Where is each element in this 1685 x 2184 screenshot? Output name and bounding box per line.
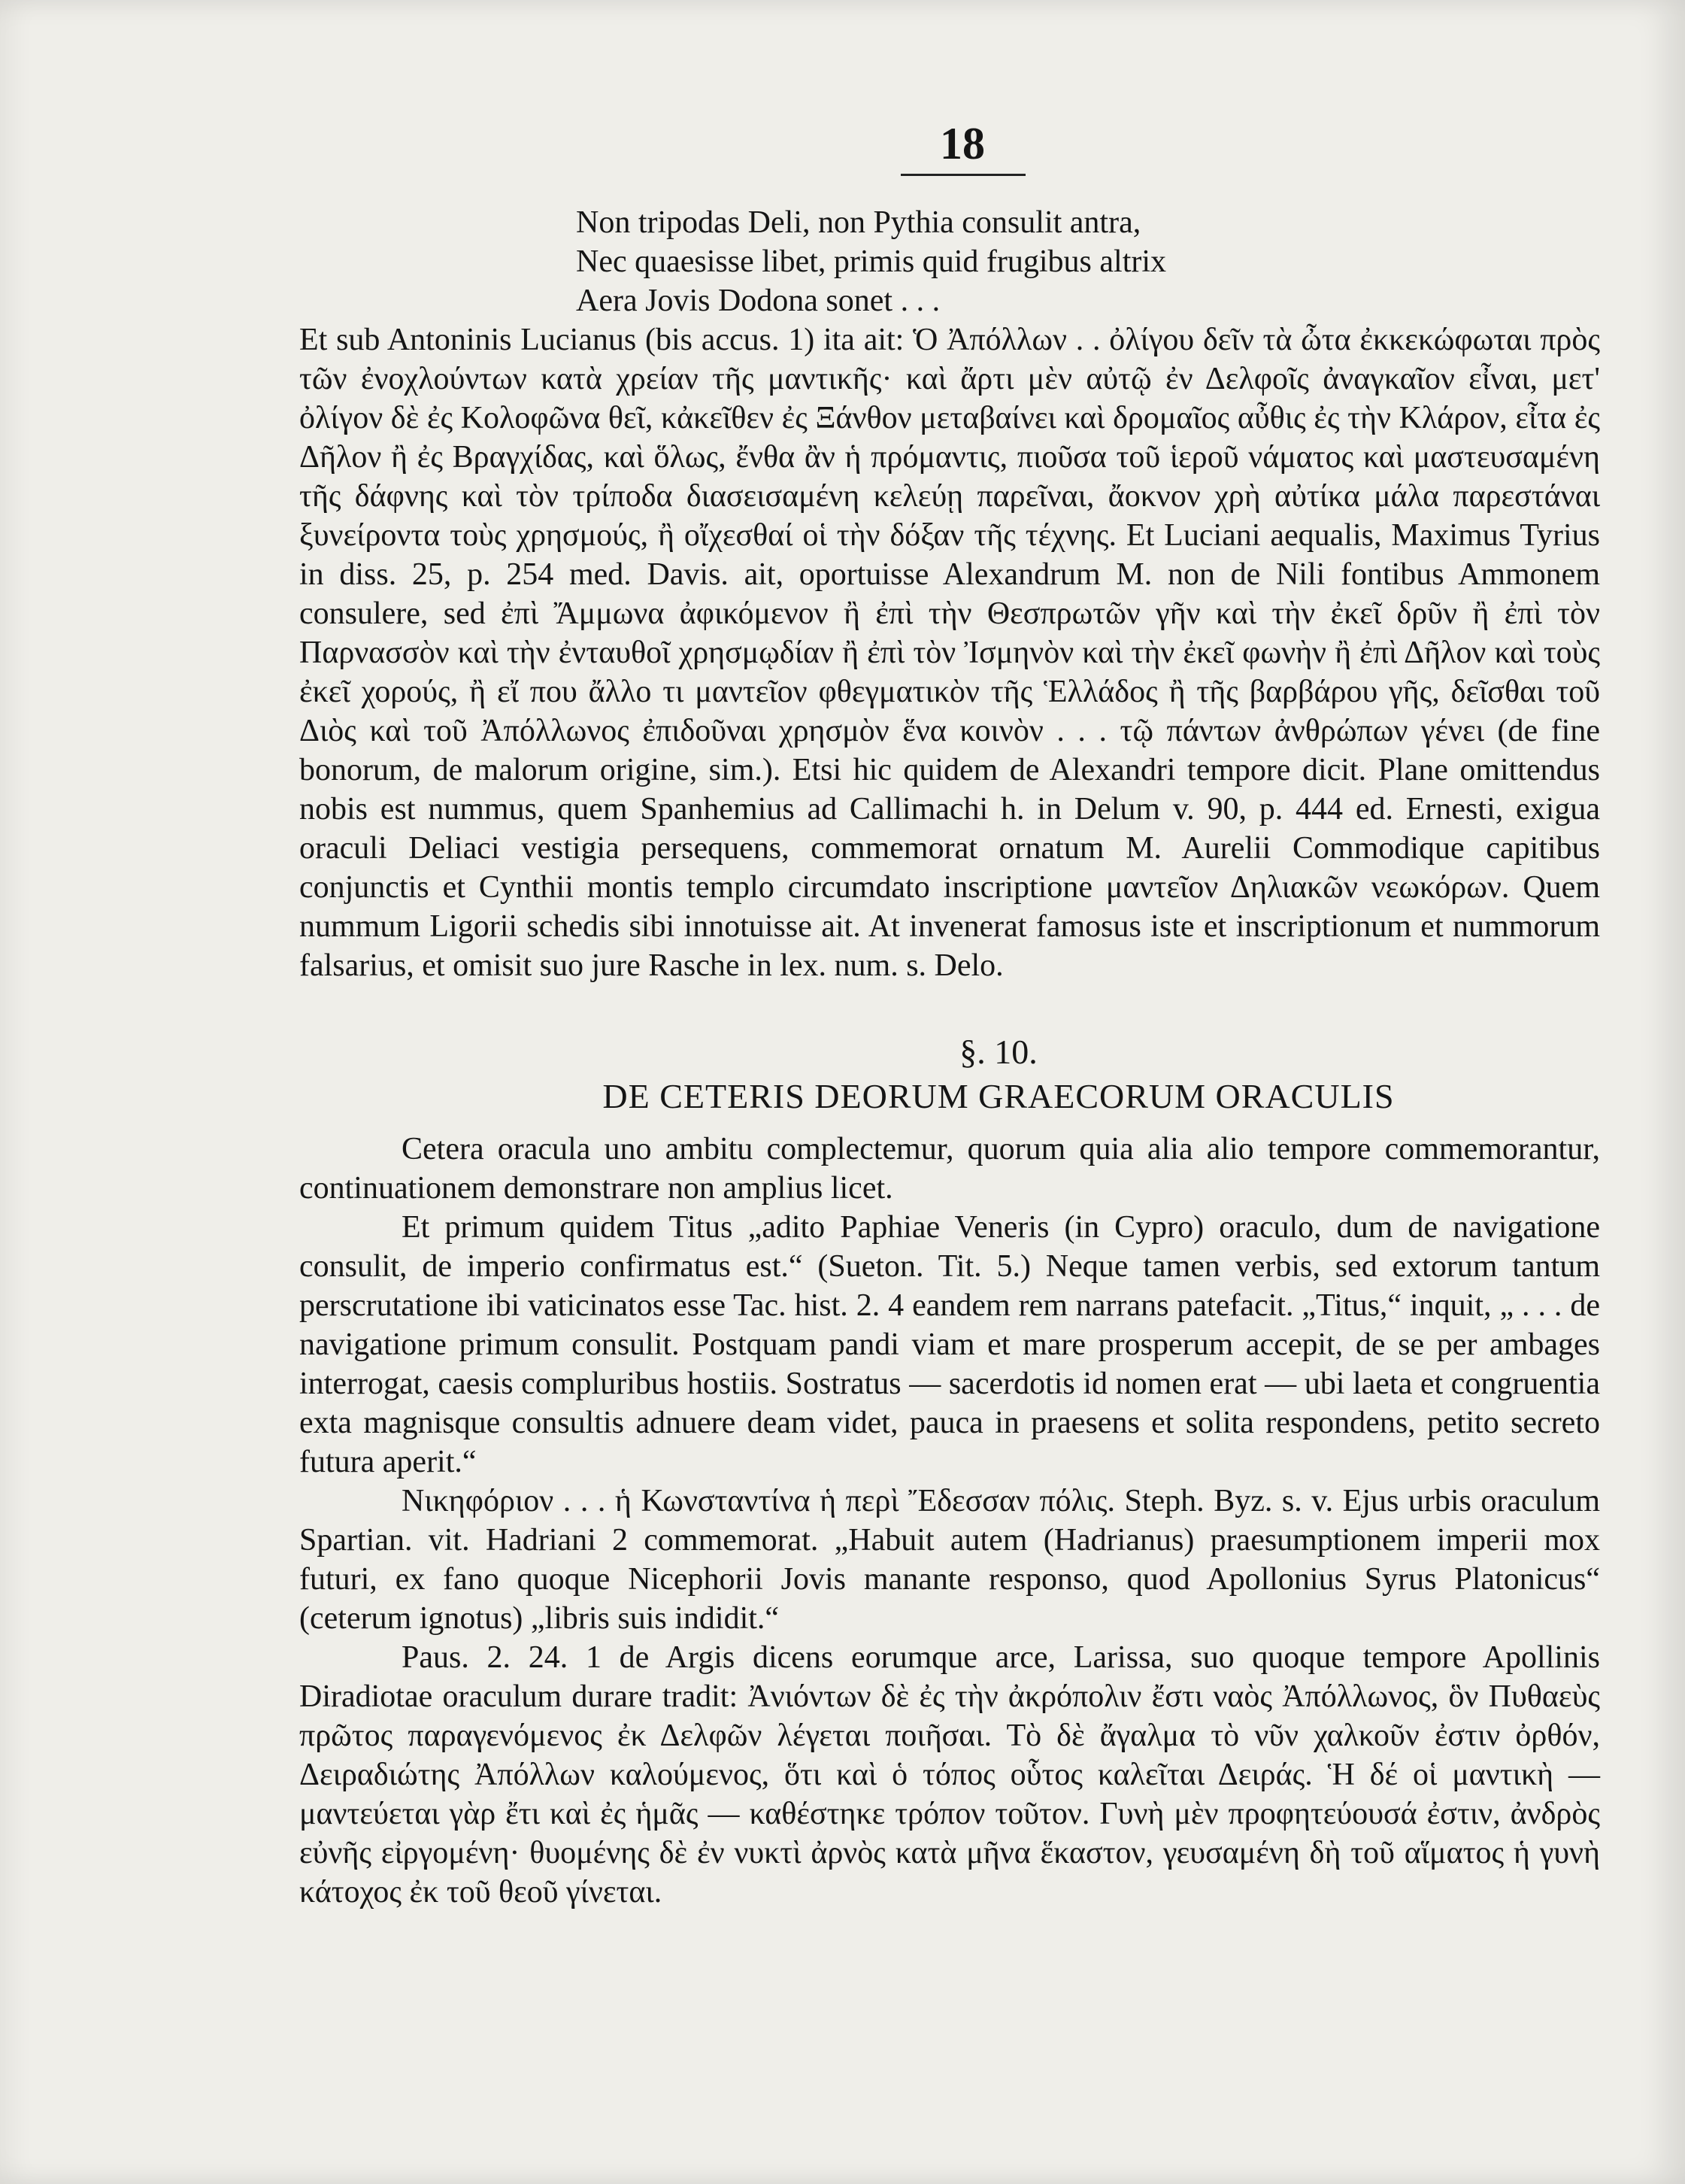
section-title: DE CETERIS DEORUM GRAECORUM ORACULIS	[602, 1077, 1395, 1115]
paragraph-nicephorium: Νικηφόριον . . . ἡ Κωνσταντίνα ἡ περὶ Ἔδεσσαν πόλις. Steph. Byz. s. v. Ejus urbis oraculum Spartian. vit. Hadriani 2 commemorat. „Habuit autem (Hadrianus) praesumptionem imperii mox futuri, ex fano quoque Nicephorii Jovis manante responso, quod Apollonius Syrus Platonicus“ (ceterum ignotus) „libris suis indidit.“	[299, 1484, 1600, 1636]
paragraph-pausanias: Paus. 2. 24. 1 de Argis dicens eorumque arce, Larissa, suo quoque tempore Apollinis Diradiotae oraculum durare tradit: Ἀνιόντων δὲ ἐς τὴν ἀκρόπολιν ἔστι ναὸς Ἀπόλλωνος, ὃν Πυθαεὺς πρῶτος παραγενόμενος ἐκ Δελφῶν λέγεται ποιῆσαι. Τὸ δὲ ἄγαλμα τὸ νῦν χαλκοῦν ἐστιν ὀρθόν, Δειραδιώτης Ἀπόλλων καλούμενος, ὅτι καὶ ὁ τόπος οὗτος καλεῖται Δειράς. Ἡ δέ οἱ μαντικὴ — μαντεύεται γὰρ ἔτι καὶ ἐς ἡμᾶς — καθέστηκε τρόπον τοῦτον. Γυνὴ μὲν προφητεύουσά ἐστιν, ἀνδρὸς εὐνῆς εἰργομένη· θυομένης δὲ ἐν νυκτὶ ἀρνὸς κατὰ μῆνα ἕκαστον, γευσαμένη δὴ τοῦ αἵματος ἡ γυνὴ κάτοχος ἐκ τοῦ θεοῦ γίνεται.	[299, 1640, 1600, 1909]
paragraph-intro: Cetera oracula uno ambitu complectemur, quorum quia alia alio tempore commemorantur, continuationem demonstrare non amplius licet.	[299, 1132, 1600, 1206]
page-number: 18	[940, 119, 985, 168]
section-number: §. 10.	[959, 1033, 1038, 1071]
body-text	[299, 203, 1600, 1912]
paragraph-lucianus: Et sub Antoninis Lucianus (bis accus. 1) ita ait: Ὁ Ἀπόλλων . . ὀλίγου δεῖν τὰ ὦτα ἐκκεκώφωται πρὸς τῶν ἐνοχλούντων κατὰ χρείαν τῆς μαντικῆς· καὶ ἄρτι μὲν αὐτῷ ἐν Δελφοῖς ἀναγκαῖον εἶναι, μετ' ὀλίγον δὲ ἐς Κολοφῶνα θεῖ, κἀκεῖθεν ἐς Ξάνθον μεταβαίνει καὶ δρομαῖος αὖθις ἐς τὴν Κλάρον, εἶτα ἐς Δῆλον ἢ ἐς Βραγχίδας, καὶ ὅλως, ἔνθα ἂν ἡ πρόμαντις, πιοῦσα τοῦ ἱεροῦ νάματος καὶ μαστευσαμένη τῆς δάφνης καὶ τὸν τρίποδα διασεισαμένη κελεύῃ παρεῖναι, ἄοκνον χρὴ αὐτίκα μάλα παρεστάναι ξυνείροντα τοὺς χρησμούς, ἢ οἴχεσθαί οἱ τὴν δόξαν τῆς τέχνης. Et Luciani aequalis, Maximus Tyrius in diss. 25, p. 254 med. Davis. ait, oportuisse Alexandrum M. non de Nili fontibus Ammonem consulere, sed ἐπὶ Ἄμμωνα ἀφικόμενον ἢ ἐπὶ τὴν Θεσπρωτῶν γῆν καὶ τὴν ἐκεῖ δρῦν ἢ ἐπὶ τὸν Παρνασσὸν καὶ τὴν ἐνταυθοῖ χρησμῳδίαν ἢ ἐπὶ τὸν Ἰσμηνὸν καὶ τὴν ἐκεῖ φωνὴν ἢ ἐπὶ Δῆλον καὶ τοὺς ἐκεῖ χορούς, ἢ εἴ που ἄλλο τι μαντεῖον φθεγματικὸν τῆς Ἑλλάδος ἢ τῆς βαρβάρου γῆς, δεῖσθαι τοῦ Διὸς καὶ τοῦ Ἀπόλλωνος ἐπιδοῦναι χρησμὸν ἕνα κοινὸν . . . τῷ πάντων ἀνθρώπων γένει (de fine bonorum, de malorum origine, sim.). Etsi hic quidem de Alexandri tempore dicit. Plane omittendus nobis est nummus, quem Spanhemius ad Callimachi h. in Delum v. 90, p. 444 ed. Ernesti, exigua oraculi Deliaci vestigia persequens, commemorat ornatum M. Aurelii Commodique capitibus conjunctis et Cynthii montis templo circumdato inscriptione μαντεῖον Δηλιακῶν νεωκόρων. Quem nummum Ligorii schedis sibi innotuisse ait. At invenerat famosus iste et inscriptionum et nummorum falsarius, et omisit suo jure Rasche in lex. num. s. Delo.	[299, 323, 1600, 983]
verse-line: Nec quaesisse libet, primis quid frugibus altrix	[576, 244, 1167, 279]
verse-line: Aera Jovis Dodona sonet . . .	[576, 284, 941, 318]
verse-line: Non tripodas Deli, non Pythia consulit antra,	[576, 205, 1141, 240]
paragraph-titus: Et primum quidem Titus „adito Paphiae Veneris (in Cypro) oraculo, dum de navigatione consulit, de imperio confirmatus est.“ (Sueton. Tit. 5.) Neque tamen verbis, sed extorum tantum perscrutatione ibi vaticinatos esse Tac. hist. 2. 4 eandem rem narrans patefacit. „Titus,“ inquit, „ . . . de navigatione primum consulit. Postquam pandi viam et mare prosperum accepit, de se per ambages interrogat, caesis compluribus hostiis. Sostratus — sacerdotis id nomen erat — ubi laeta et congruentia exta magnisque consultis adnuere deam videt, pauca in praesens et solita respondens, petito secreto futura aperit.“	[299, 1210, 1600, 1479]
verse-quotation	[576, 203, 1600, 320]
page-number-rule	[901, 174, 1026, 176]
